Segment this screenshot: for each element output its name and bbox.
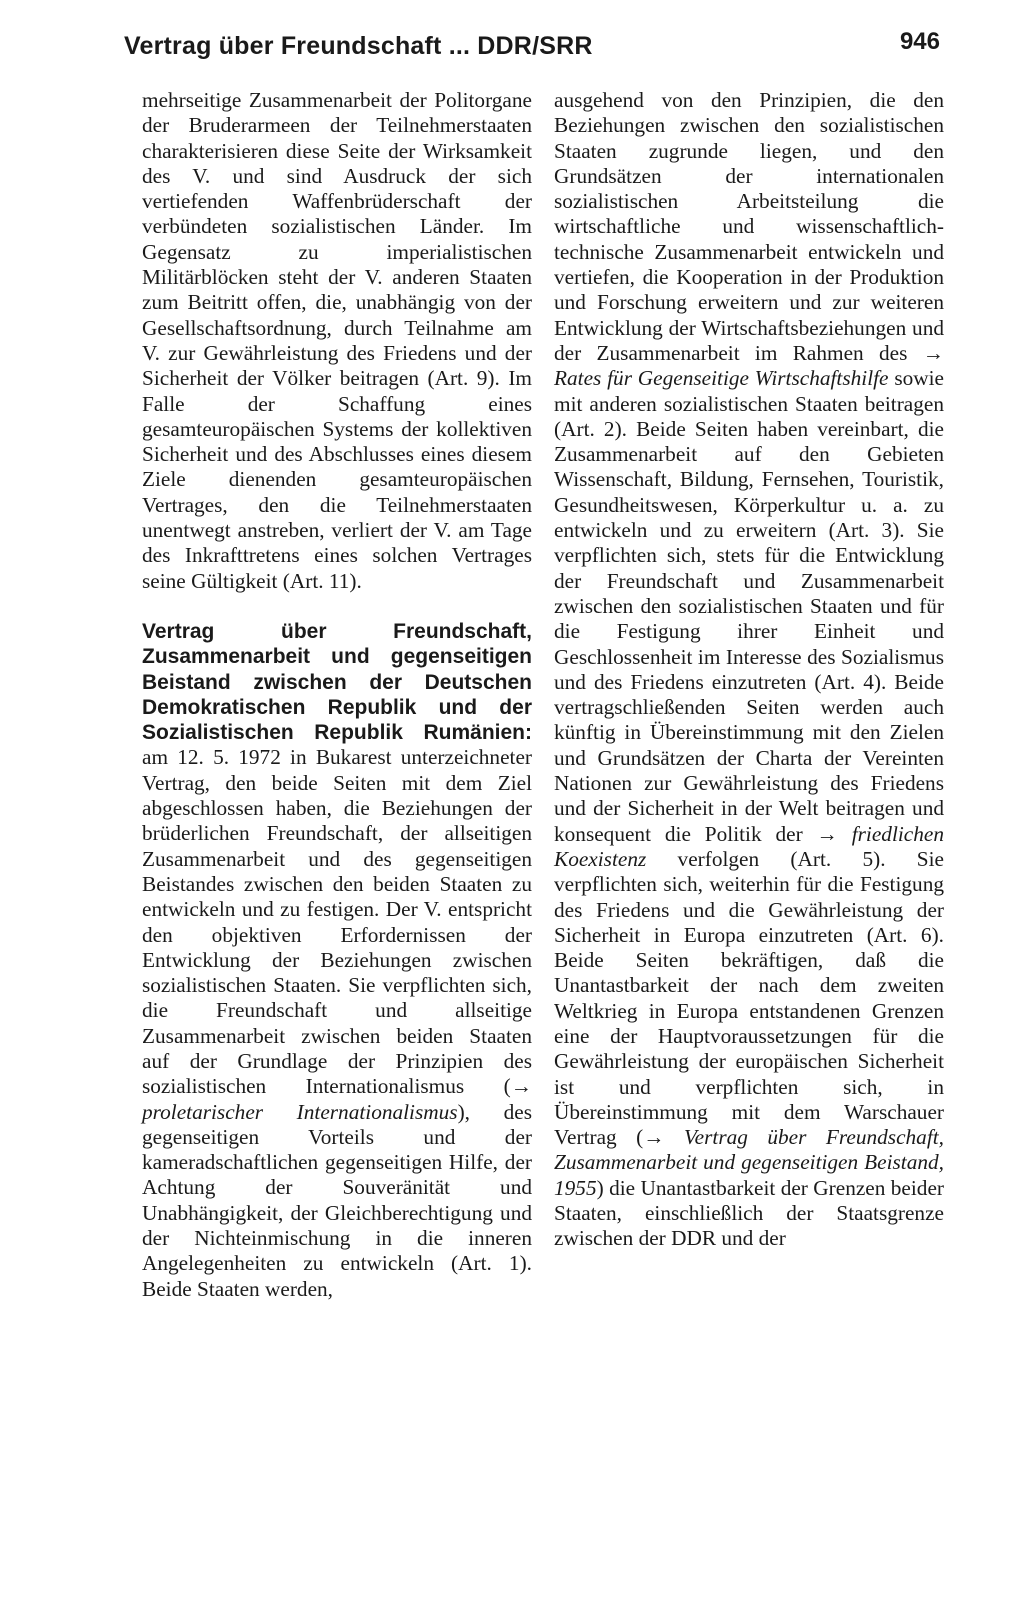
entry-paragraph-continued [554, 88, 944, 1252]
page-header [124, 28, 940, 72]
entry-paragraph [142, 619, 532, 1302]
cross-reference[interactable]: → Rates für Gegenseitige Wirtschaftshilfe [554, 340, 944, 391]
entry-text: ), des gegenseitigen Vorteils und der kameradschaftlichen gegenseitigen Hilfe, der Achtung der Souveränität und Unabhängigkeit, der Gleichberechtigung und der Nichteinmischung in die inneren Angelegenheiten zu entwickeln (Art. 1). Beide Staaten werden, [142, 1099, 532, 1301]
left-column [142, 88, 532, 1302]
running-head: Vertrag über Freundschaft ... DDR/SRR [124, 32, 593, 60]
entry-text: verfolgen (Art. 5). Sie verpflichten sich, weiterhin für die Festigung des Friedens und die Gewährleistung der Sicherheit in Europa einzutreten (Art. 6). Beide Seiten bekräftigen, daß die Unantastbarkeit der nach dem zweiten Weltkrieg in Europa entstandenen Grenzen eine der Hauptvoraussetzungen für die Gewährleistung der europäischen Sicherheit ist und verpflichten sich, in Übereinstimmung mit dem Warschauer Vertrag ( [554, 846, 944, 1150]
entry-text: am 12. 5. 1972 in Bukarest unterzeichneter Vertrag, den beide Seiten mit dem Ziel abgeschlossen haben, die Beziehungen der brüderlichen Freundschaft, der allseitigen Zusammenarbeit und des gegenseitigen Beistandes zwischen den beiden Staaten zu entwickeln und zu festigen. Der V. entspricht den objektiven Erfordernissen der Entwicklung der Beziehungen zwischen sozialistischen Staaten. Sie verpflichten sich, die Freundschaft und allseitige Zusammenarbeit zwischen beiden Staaten auf der Grundlage der Prinzipien des sozialistischen Internationalismus ( [142, 745, 532, 1099]
cross-reference[interactable]: → Vertrag über Freundschaft, Zusammenarbeit und gegenseitigen Beistand, 1955 [554, 1125, 944, 1200]
paragraph-text: mehrseitige Zusammenarbeit der Politorgane der Bruderarmeen der Teilnehmerstaaten charakterisieren diese Seite der Wirksamkeit des V. und sind Ausdruck der sich vertiefenden Waffenbrüderschaft der verbündeten sozialistischen Länder. Im Gegensatz zu imperialistischen Militärblöcken steht der V. anderen Staaten zum Beitritt offen, die, unabhängig von der Gesellschaftsordnung, durch Teilnahme am V. zur Gewährleistung des Friedens und der Sicherheit der Völker beitragen (Art. 9). Im Falle der Schaffung eines gesamteuropäischen Systems der kollektiven Sicherheit und des Abschlusses eines diesem Ziele dienenden gesamteuropäischen Vertrages, den die Teilnehmerstaaten unentwegt anstreben, verliert der V. am Tage des Inkrafttretens eines solchen Vertrages seine Gültigkeit (Art. 11). [142, 88, 532, 593]
right-column [554, 88, 944, 1252]
cross-reference[interactable]: → proletarischer Internationalismus [142, 1074, 532, 1124]
page-number: 946 [899, 28, 940, 55]
cross-reference[interactable]: → friedlichen Koexistenz [554, 821, 944, 871]
entry-text: ausgehend von den Prinzipien, die den Beziehungen zwischen den sozialistischen Staaten zugrunde liegen, und den Grundsätzen der internationalen sozialistischen Arbeitsteilung die wirtschaftliche und wissenschaftlich-technische Zusammenarbeit entwickeln und vertiefen, die Kooperation in der Produktion und Forschung erweitern und zur weiteren Entwicklung der Wirtschaftsbeziehungen und der Zusammenarbeit im Rahmen des [554, 88, 944, 365]
entry-text: sowie mit anderen sozialistischen Staaten beitragen (Art. 2). Beide Seiten haben vereinbart, die Zusammenarbeit auf den Gebieten Wissenschaft, Bildung, Fernsehen, Touristik, Gesundheitswesen, Körperkultur u. a. zu entwickeln und zu erweitern (Art. 3). Sie verpflichten sich, stets für die Entwicklung der Freundschaft und Zusammenarbeit zwischen den sozialistischen Staaten und für die Festigung ihrer Einheit und Geschlossenheit im Interesse des Sozialismus und des Friedens einzutreten (Art. 4). Beide vertragschließenden Seiten werden auch künftig in Übereinstimmung mit den Zielen und Grundsätzen der Charta der Vereinten Nationen zur Gewährleistung des Friedens und der Sicherheit in der Welt beitragen und konsequent die Politik der [554, 366, 945, 846]
entry-heading: Vertrag über Freundschaft, Zusammenarbeit und gegenseitigen Beistand zwischen der Deutschen Demokratischen Republik und der Sozialistischen Republik Rumänien: [142, 619, 532, 745]
entry-text: ) die Unantastbarkeit der Grenzen beider Staaten, einschließlich der Staatsgrenze zwischen der DDR und der [554, 1175, 944, 1251]
entry-continuation-paragraph [142, 88, 532, 594]
